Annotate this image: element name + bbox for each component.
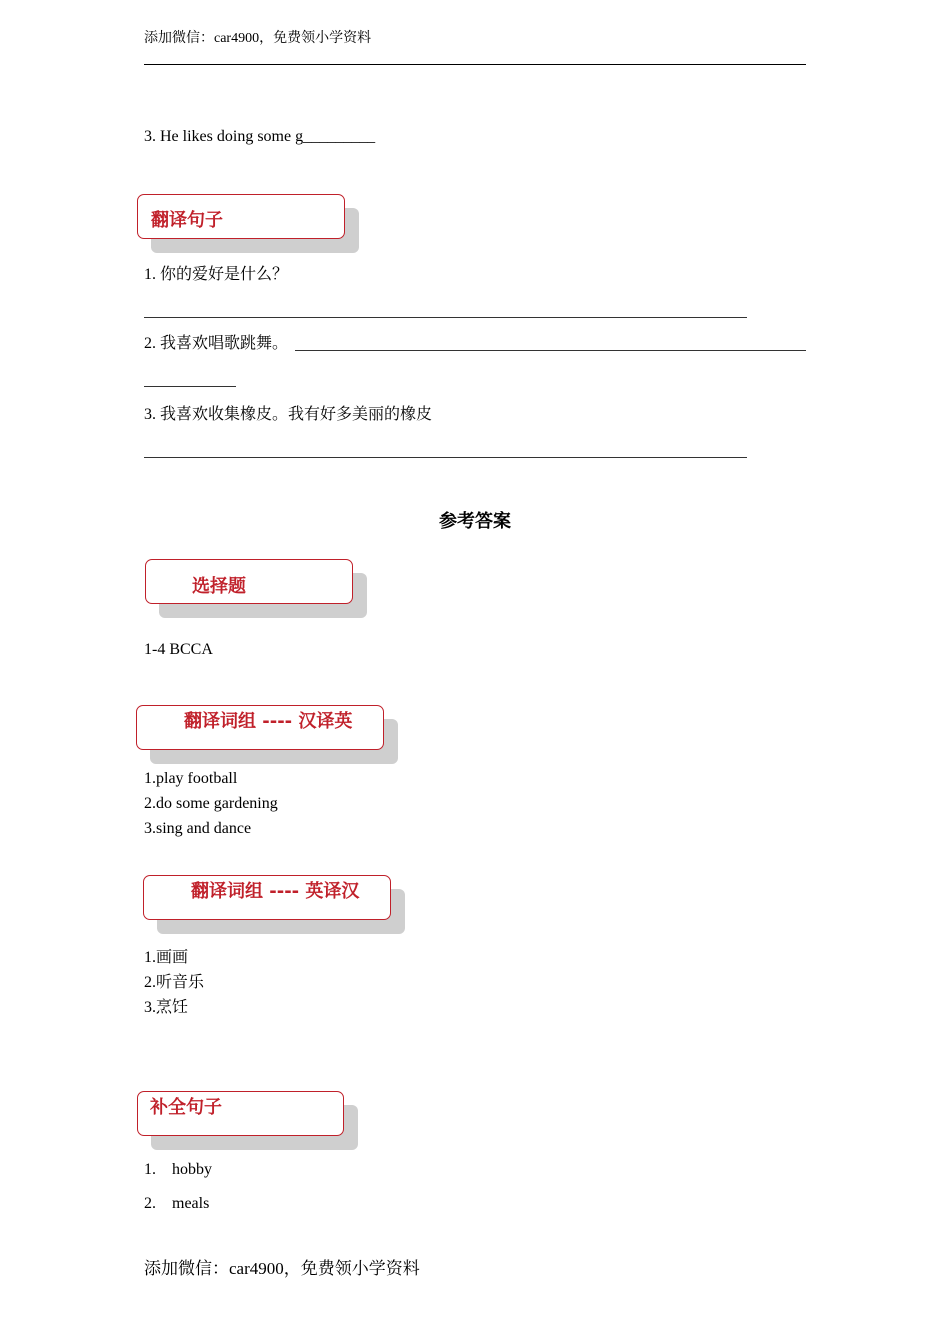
header-text: 添加微信：car4900，免费领小学资料	[144, 31, 372, 46]
section-title: 翻译词组 ---- 汉译英	[184, 711, 353, 732]
translate-question-3: 3. 我喜欢收集橡皮。我有好多美丽的橡皮	[144, 406, 433, 423]
phrase-answer-en-cn-3: 3.烹饪	[144, 999, 189, 1016]
fill-in-item-2: 3. He likes doing some g_________	[144, 128, 376, 145]
section-frame	[145, 559, 353, 604]
complete-answer-1-text: hobby	[172, 1161, 212, 1178]
section-title: 补全句子	[150, 1097, 222, 1118]
answer-blank-line-1	[144, 317, 747, 318]
multiple-choice-answer: 1-4 BCCA	[144, 641, 213, 658]
header-divider	[144, 64, 806, 65]
complete-answer-2-number: 2.	[144, 1195, 156, 1212]
section-title: 选择题	[192, 576, 246, 597]
answers-title: 参考答案	[439, 511, 511, 532]
complete-answer-2-text: meals	[172, 1195, 210, 1212]
complete-answer-1-number: 1.	[144, 1161, 156, 1178]
translate-question-2: 2. 我喜欢唱歌跳舞。	[144, 335, 289, 352]
answer-blank-line-2a	[295, 350, 806, 351]
phrase-answer-en-cn-1: 1.画画	[144, 949, 189, 966]
phrase-answer-cn-en-2: 2.do some gardening	[144, 795, 278, 812]
translate-question-1: 1. 你的爱好是什么？	[144, 266, 289, 283]
phrase-answer-cn-en-3: 3.sing and dance	[144, 820, 252, 837]
footer-text: 添加微信：car4900，免费领小学资料	[144, 1259, 420, 1278]
answer-blank-line-2b	[144, 386, 236, 387]
phrase-answer-en-cn-2: 2.听音乐	[144, 974, 205, 991]
section-title: 翻译词组 ---- 英译汉	[191, 881, 360, 902]
answer-blank-line-3	[144, 457, 747, 458]
section-title: 翻译句子	[151, 210, 223, 231]
phrase-answer-cn-en-1: 1.play football	[144, 770, 238, 787]
